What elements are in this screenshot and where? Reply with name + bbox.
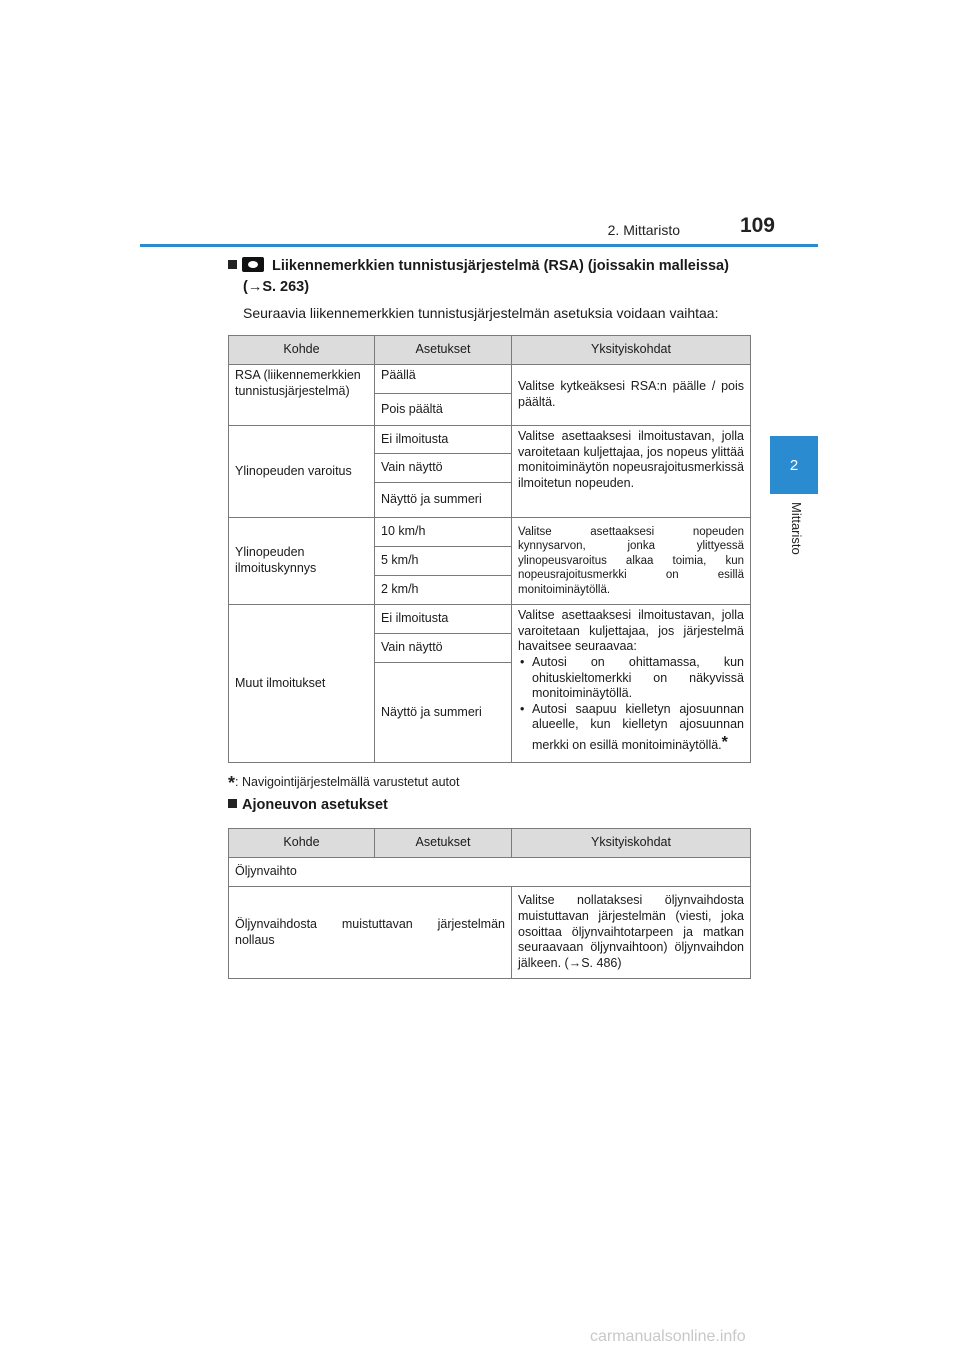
section-vehicle-title: Ajoneuvon asetukset: [242, 797, 388, 813]
detail-other-notifications: [512, 605, 751, 763]
list-item: [532, 702, 744, 754]
header-kohde: Kohde: [229, 829, 375, 858]
table-row: [229, 887, 751, 979]
detail-threshold: Valitse asettaaksesi nopeuden kynnysarvon, jonka ylittyessä ylinopeusvaroitus alkaa toimia, kun nopeusrajoitusmerkki on esillä monitoiminäytöllä.: [512, 518, 751, 605]
option-overspeed-2: Vain näyttö: [375, 454, 512, 483]
detail-rsa: Valitse kytkeäksesi RSA:n päälle / pois päältä.: [512, 365, 751, 426]
table-row: [229, 426, 751, 454]
header-asetukset: Asetukset: [375, 336, 512, 365]
option-rsa-on: Päällä: [375, 365, 512, 394]
header-rule: [140, 244, 818, 247]
footnote-text: : Navigointijärjestelmällä varustetut autot: [235, 775, 460, 789]
table-row: [229, 605, 751, 634]
option-overspeed-3: Näyttö ja summeri: [375, 483, 512, 518]
item-other-notifications: Muut ilmoitukset: [229, 605, 375, 763]
table-header-row: [229, 336, 751, 365]
option-threshold-2: 5 km/h: [375, 547, 512, 576]
detail-overspeed-warning: Valitse asettaaksesi ilmoitustavan, jolla varoitetaan kuljettajaa, jos nopeus ylittää monitoiminäytön nopeusrajoitusmerkissä ilmoitetun nopeuden.: [512, 426, 751, 518]
chapter-title: 2. Mittaristo: [607, 222, 680, 238]
bullet-2-text: Autosi saapuu kielletyn ajosuunnan alueelle, kun kielletyn ajosuunnan merkki on esillä monitoiminäytöllä.: [532, 701, 744, 752]
list-item: • Autosi on ohittamassa, kun ohituskieltomerkki on näkyvissä monitoiminäytöllä.: [532, 655, 744, 702]
table-row: [229, 518, 751, 547]
footnote-marker: *: [721, 734, 728, 751]
detail-oil-reset: Valitse nollataksesi öljynvaihdosta muistuttavan järjestelmän (viesti, joka osoittaa öljynvaihtotarpeen ja matkan seuraavaan öljynvaihtoon) öljynvaihdon jälkeen. (→S. 486): [512, 887, 751, 979]
option-overspeed-1: Ei ilmoitusta: [375, 426, 512, 454]
detail-other-list: [518, 655, 744, 754]
table-header-row: [229, 829, 751, 858]
watermark: carmanualsonline.info: [590, 1328, 746, 1345]
traffic-sign-icon: [242, 257, 264, 272]
group-oil-change: Öljynvaihto: [229, 858, 751, 887]
item-oil-reset: Öljynvaihdosta muistuttavan järjestelmän nollaus: [229, 887, 512, 979]
side-tab-label: Mittaristo: [789, 502, 804, 555]
table-row: [229, 365, 751, 394]
option-other-2: Vain näyttö: [375, 634, 512, 663]
side-tab-number[interactable]: 2: [770, 436, 818, 494]
section-rsa-title: Liikennemerkkien tunnistusjärjestelmä (RSA) (joissakin malleissa): [272, 258, 729, 274]
item-overspeed-warning: Ylinopeuden varoitus: [229, 426, 375, 518]
section-rsa-ref[interactable]: (→S. 263): [243, 279, 310, 295]
square-bullet-icon: [228, 799, 237, 808]
header-yksityiskohdat: Yksityiskohdat: [512, 829, 751, 858]
page-number: 109: [739, 214, 775, 237]
rsa-settings-table: [228, 335, 751, 763]
section-vehicle-heading: [228, 797, 388, 813]
option-threshold-3: 2 km/h: [375, 576, 512, 605]
section-rsa-intro: Seuraavia liikennemerkkien tunnistusjärjestelmän asetuksia voidaan vaihtaa:: [243, 305, 719, 321]
item-rsa: RSA (liikennemerkkien tunnistusjärjestelmä): [229, 365, 375, 426]
vehicle-settings-table: [228, 828, 751, 979]
header-asetukset: Asetukset: [375, 829, 512, 858]
item-threshold: Ylinopeuden ilmoituskynnys: [229, 518, 375, 605]
square-bullet-icon: [228, 260, 237, 269]
table-row: [229, 858, 751, 887]
option-rsa-off: Pois päältä: [375, 394, 512, 426]
section-rsa-heading: [228, 257, 748, 274]
detail-other-intro: Valitse asettaaksesi ilmoitustavan, jolla varoitetaan kuljettajaa, jos järjestelmä havaitsee seuraavaa:: [518, 608, 744, 654]
option-other-1: Ei ilmoitusta: [375, 605, 512, 634]
header-yksityiskohdat: Yksityiskohdat: [512, 336, 751, 365]
footnote: [228, 773, 459, 794]
option-other-3: Näyttö ja summeri: [375, 663, 512, 763]
header-kohde: Kohde: [229, 336, 375, 365]
option-threshold-1: 10 km/h: [375, 518, 512, 547]
footnote-asterisk: *: [228, 773, 236, 793]
